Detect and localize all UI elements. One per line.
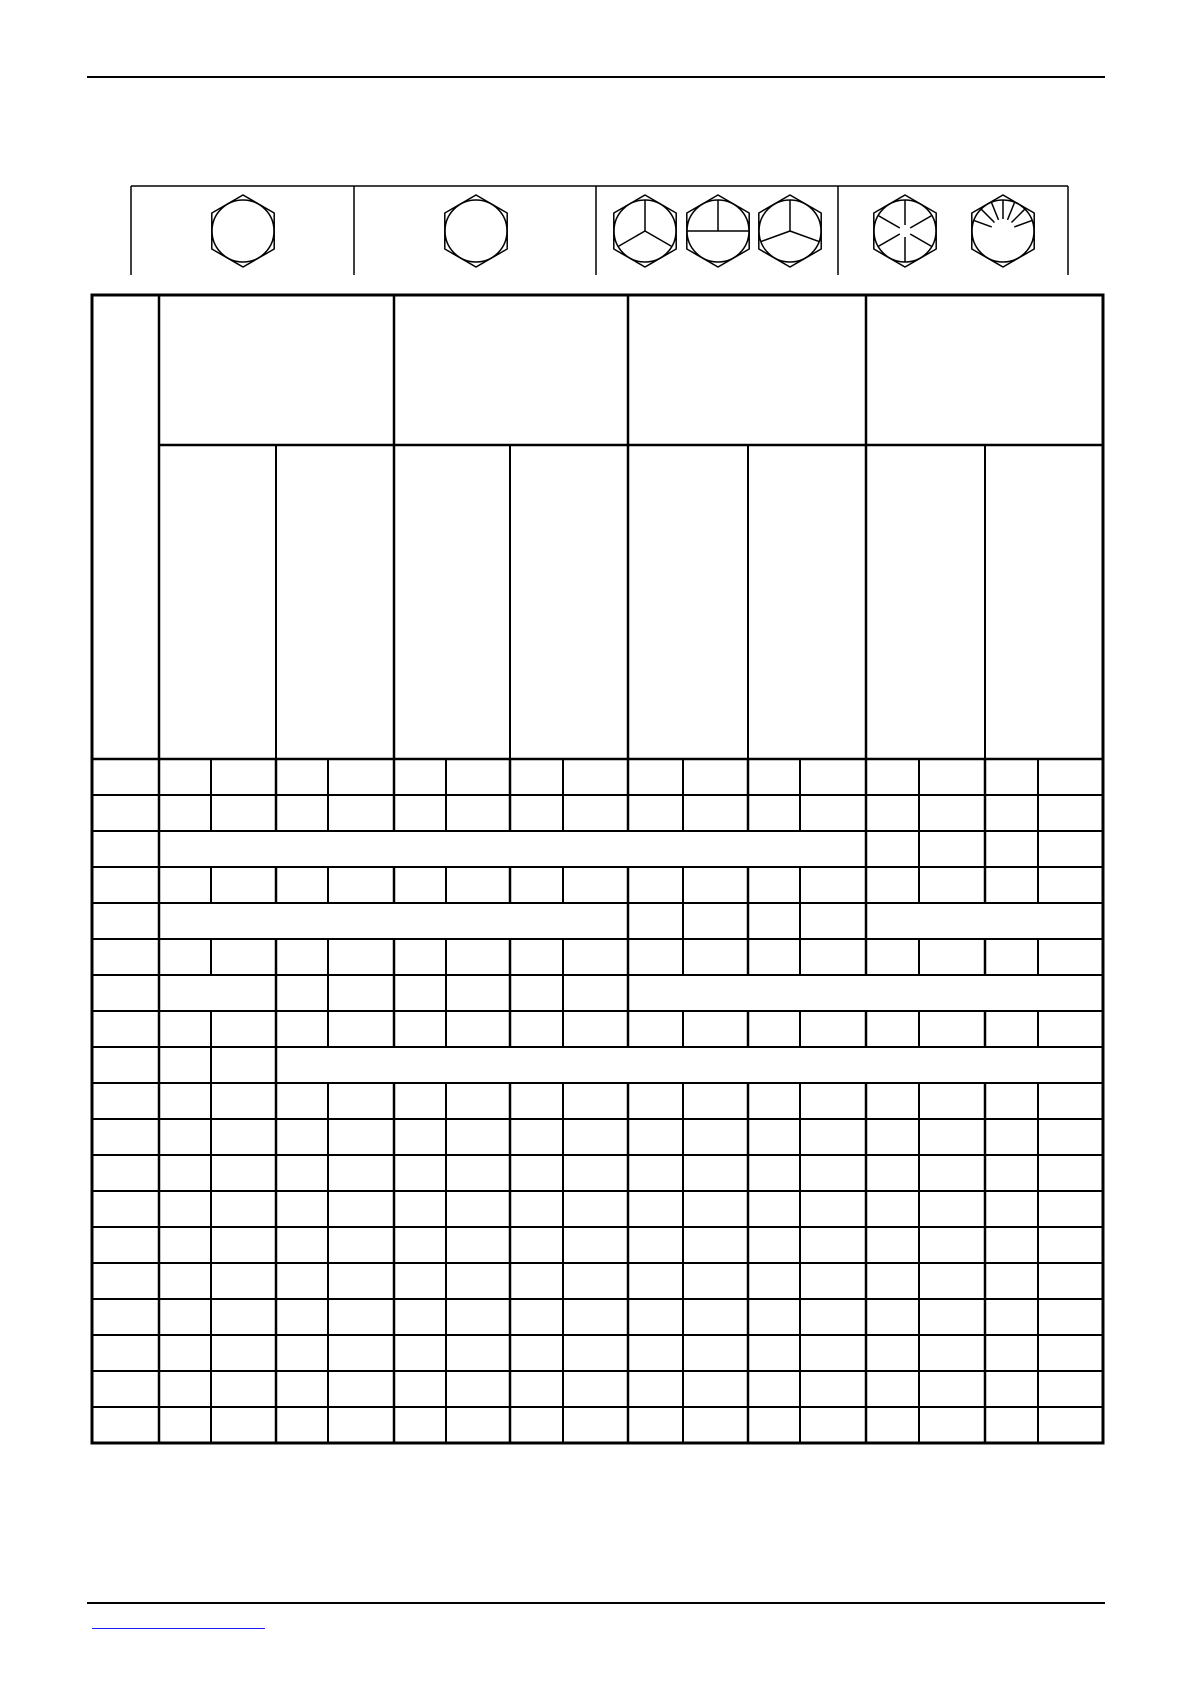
table-frame	[92, 295, 1103, 1443]
footer-link[interactable]	[92, 1628, 265, 1629]
footer-rule	[87, 1602, 1105, 1604]
